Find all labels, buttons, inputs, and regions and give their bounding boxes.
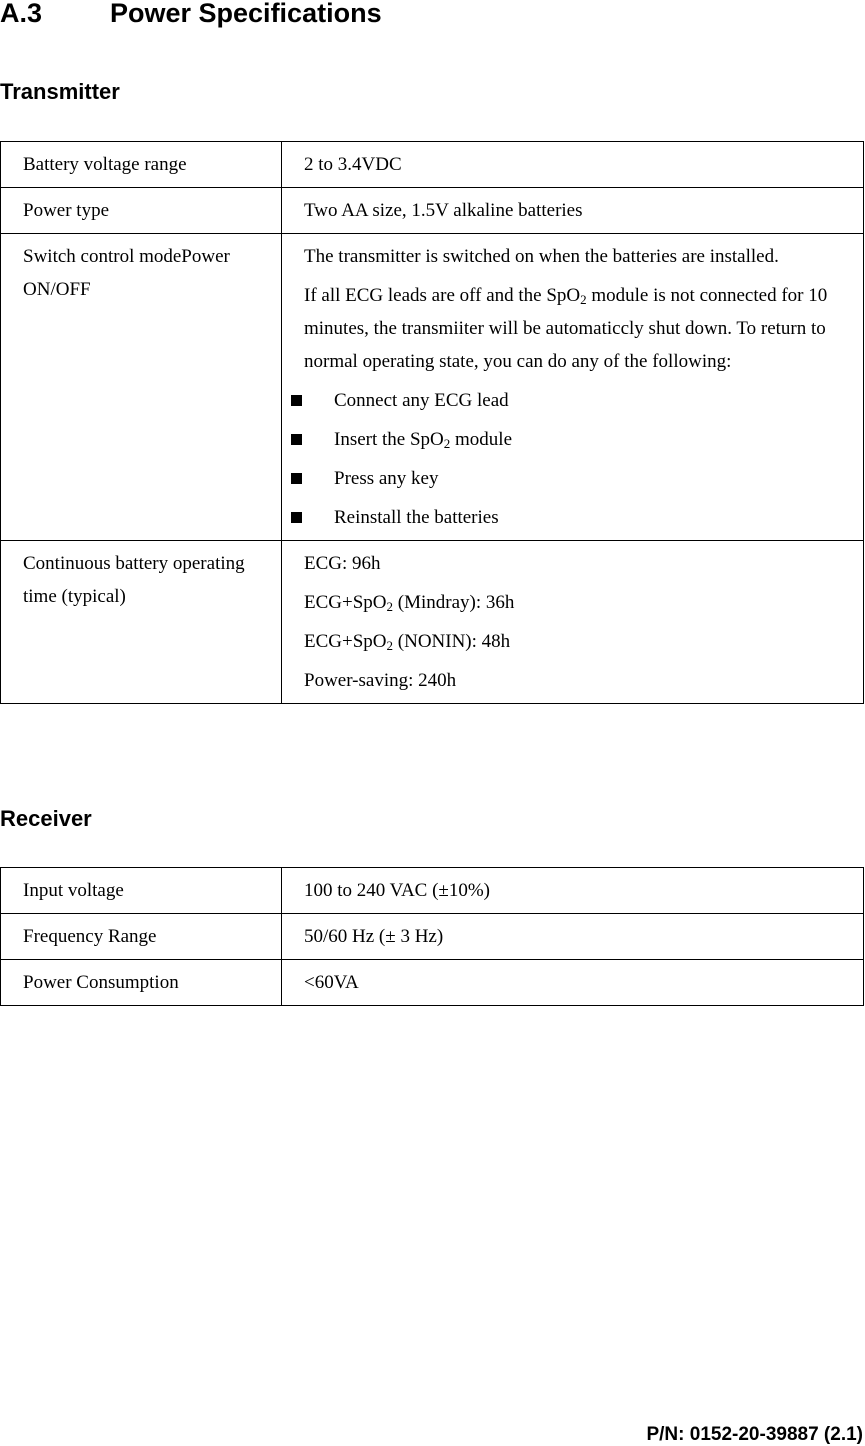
operating-time-label: Continuous battery operating time (typical) xyxy=(1,541,282,704)
bullet-text-b: module xyxy=(450,429,513,450)
operating-time-value xyxy=(282,541,864,704)
nonin-text-a: ECG+SpO xyxy=(304,631,387,652)
bullet-text: Press any key xyxy=(334,468,439,489)
bullet-square-icon xyxy=(291,434,302,445)
bullet-square-icon xyxy=(291,473,302,484)
input-voltage-label: Input voltage xyxy=(1,868,282,914)
mindray-text-b: (Mindray): 36h xyxy=(393,592,515,613)
section-heading xyxy=(0,0,382,29)
table-row xyxy=(1,868,864,914)
transmitter-spec-table xyxy=(0,141,864,704)
table-row xyxy=(1,188,864,234)
receiver-spec-table xyxy=(0,867,864,1006)
power-saving-time: Power-saving: 240h xyxy=(304,670,457,691)
bullet-text xyxy=(334,423,512,456)
frequency-range-value: 50/60 Hz (± 3 Hz) xyxy=(282,914,864,960)
mindray-subscript: 2 xyxy=(386,599,394,614)
section-number: A.3 xyxy=(0,0,43,28)
bullet-square-icon xyxy=(291,395,302,406)
power-type-label: Power type xyxy=(1,188,282,234)
frequency-range-label: Frequency Range xyxy=(1,914,282,960)
bullet-text-a: Insert the SpO xyxy=(334,429,444,450)
battery-voltage-value: 2 to 3.4VDC xyxy=(282,142,864,188)
nonin-time xyxy=(304,625,853,658)
power-consumption-value: <60VA xyxy=(282,960,864,1006)
switch-control-para-2 xyxy=(304,279,853,378)
para-2-text-b: module is not connected for 10 minutes, the transmiiter will be automaticcly shut down. To return to normal operating state, you can do any of the following: xyxy=(304,285,828,372)
table-row xyxy=(1,234,864,541)
input-voltage-value: 100 to 240 VAC (±10%) xyxy=(282,868,864,914)
para-2-subscript: 2 xyxy=(580,292,587,307)
ecg-time: ECG: 96h xyxy=(304,553,381,574)
bullet-text: Reinstall the batteries xyxy=(334,507,499,528)
bullet-text: Connect any ECG lead xyxy=(334,390,509,411)
list-item xyxy=(291,462,853,495)
bullet-square-icon xyxy=(291,512,302,523)
para-2-text-a: If all ECG leads are off and the SpO xyxy=(304,285,581,306)
mindray-text-a: ECG+SpO xyxy=(304,592,387,613)
table-row xyxy=(1,541,864,704)
table-row xyxy=(1,960,864,1006)
transmitter-heading: Transmitter xyxy=(0,79,120,104)
part-number-footer: P/N: 0152-20-39887 (2.1) xyxy=(646,1424,863,1445)
power-type-value: Two AA size, 1.5V alkaline batteries xyxy=(282,188,864,234)
mindray-time xyxy=(304,586,853,619)
bullet-subscript: 2 xyxy=(443,436,451,451)
list-item xyxy=(291,384,853,417)
switch-control-value xyxy=(282,234,864,541)
power-consumption-label: Power Consumption xyxy=(1,960,282,1006)
receiver-heading: Receiver xyxy=(0,806,92,831)
section-title: Power Specifications xyxy=(110,0,382,28)
table-row xyxy=(1,914,864,960)
nonin-text-b: (NONIN): 48h xyxy=(393,631,511,652)
nonin-subscript: 2 xyxy=(386,638,394,653)
restart-options-list xyxy=(291,384,853,534)
list-item xyxy=(291,423,853,456)
list-item xyxy=(291,501,853,534)
battery-voltage-label: Battery voltage range xyxy=(1,142,282,188)
switch-control-para-1: The transmitter is switched on when the batteries are installed. xyxy=(304,246,779,267)
table-row xyxy=(1,142,864,188)
switch-control-label: Switch control modePower ON/OFF xyxy=(1,234,282,541)
